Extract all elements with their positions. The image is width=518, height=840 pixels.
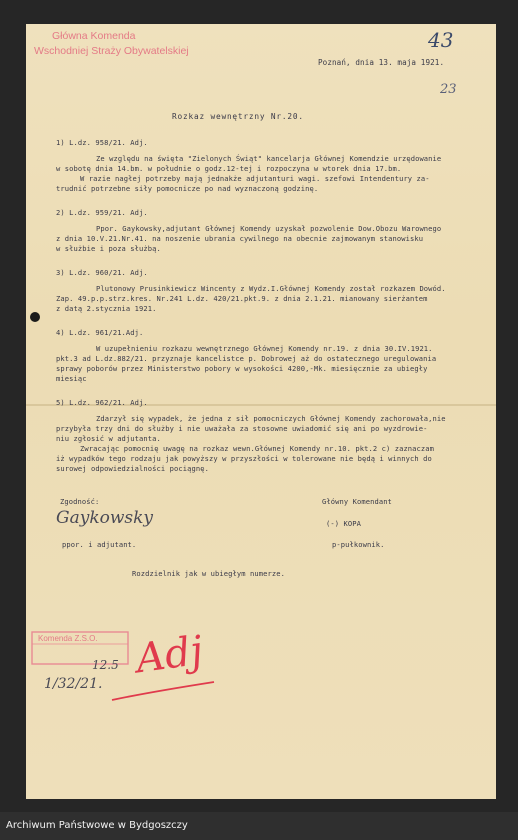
- section-line: iż wypadków tego rodzaju jak powyższy w przyszłości w tolerowane nie będą i winnych do: [56, 454, 432, 463]
- handwritten-small-number: 23: [440, 82, 457, 97]
- distribution-note: Rozdzielnik jak w ubiegłym numerze.: [132, 569, 285, 578]
- section-line: miesiąc: [56, 374, 87, 383]
- section-line: w służbie i poza służbą.: [56, 244, 161, 253]
- section-line: Ze względu na święta "Zielonych Świąt" kancelarja Głównej Komendzie urzędowanie: [96, 154, 442, 163]
- archive-name: Archiwum Państwowe w Bydgoszczy: [6, 820, 188, 831]
- adjutant-signature: Gaykowsky: [56, 508, 154, 528]
- section-ref: 5) L.dz. 962/21. Adj.: [56, 398, 148, 407]
- receipt-stamp-label: Komenda Z.S.O.: [38, 634, 98, 643]
- section-ref: 3) L.dz. 960/21. Adj.: [56, 268, 148, 277]
- receipt-reference: 1/32/21.: [44, 676, 103, 692]
- section-line: w sobotę dnia 14.bm. w południe o godz.12-tej i rozpoczyna w wtorek dnia 17.bm.: [56, 164, 402, 173]
- section-line: z dnia 10.V.21.Nr.41. na noszenie ubrania cywilnego na obecnie zajmowanym stanowisku: [56, 234, 424, 243]
- section-line: niu zgłosić w adjutanta.: [56, 434, 161, 443]
- commander-title: Główny Komendant: [322, 497, 392, 506]
- section-line: Zdarzył się wypadek, że jedna z sił pomocniczych Głównej Komendy zachorowała,nie: [96, 414, 446, 423]
- section-line: Zwracając pomocnię uwagę na rozkaz wewn.Głównej Komendy nr.10. pkt.2 c) zaznaczam: [80, 444, 435, 453]
- section-line: trudnić potrzebne siły pomocnicze po nad wyznaczoną godzinę.: [56, 184, 319, 193]
- place-date: Poznań, dnia 13. maja 1921.: [318, 58, 445, 67]
- receipt-date: 12.5: [92, 658, 119, 672]
- section-line: z datą 2.stycznia 1921.: [56, 304, 157, 313]
- section-line: W uzupełnieniu rozkazu wewnętrznego Głównej Komendy nr.19. z dnia 30.IV.1921.: [96, 344, 433, 353]
- initials-underline: [110, 676, 220, 706]
- commander-name: (-) KOPA: [326, 519, 361, 528]
- commander-rank: p-pułkownik.: [332, 540, 385, 549]
- header-stamp-line1: Główna Komenda: [52, 30, 136, 42]
- section-line: Zap. 49.p.p.strz.kres. Nr.241 L.dz. 420/21.pkt.9. z dnia 2.1.21. mianowany sierżantem: [56, 294, 428, 303]
- adjutant-rank: ppor. i adjutant.: [62, 540, 137, 549]
- handwritten-number: 43: [428, 28, 454, 52]
- section-ref: 1) L.dz. 958/21. Adj.: [56, 138, 148, 147]
- certification-label: Zgodność:: [60, 497, 100, 506]
- section-line: W razie nagłej potrzeby mają jednakże adjutanturi wagi. szefowi Intendentury za-: [80, 174, 430, 183]
- header-stamp-line2: Wschodniej Straży Obywatelskiej: [34, 45, 189, 57]
- handwritten-initials: Adj: [133, 627, 206, 683]
- section-line: przybyła trzy dni do służby i nie uważała za stosowne uwiadomić się ani po wyzdrowie-: [56, 424, 428, 433]
- section-line: Plutonowy Prusinkiewicz Wincenty z Wydz.I.Głównej Komendy został rozkazem Dowód.: [96, 284, 446, 293]
- section-ref: 2) L.dz. 959/21. Adj.: [56, 208, 148, 217]
- section-ref: 4) L.dz. 961/21.Adj.: [56, 328, 144, 337]
- archive-footer: [0, 812, 518, 840]
- document-title: Rozkaz wewnętrzny Nr.20.: [172, 112, 304, 121]
- punch-hole: [30, 312, 40, 322]
- section-line: Ppor. Gaykowsky,adjutant Głównej Komendy uzyskał pozwolenie Dow.Obozu Warownego: [96, 224, 442, 233]
- section-line: surowej odpowiedzialności pociągnę.: [56, 464, 209, 473]
- section-line: sprawy poborów przez Ministerstwo pobory w wysokości 4200,-Mk. miesięcznie za ubiegły: [56, 364, 428, 373]
- section-line: pkt.3 ad L.dz.882/21. przyznaje kancelistce p. Dobrowej aż do ostatecznego uregulowania: [56, 354, 437, 363]
